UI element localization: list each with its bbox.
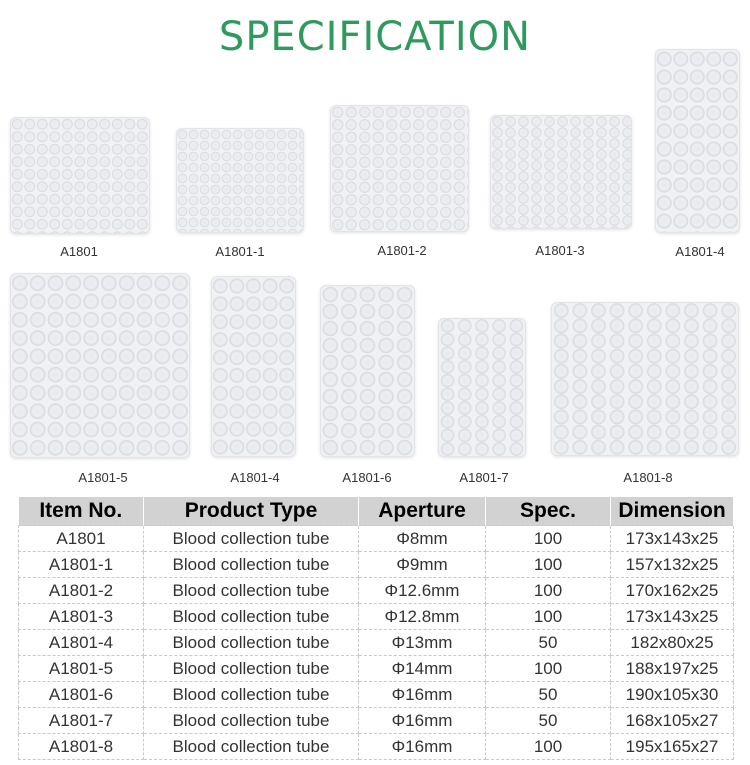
table-row [19, 630, 734, 656]
cell-dimension: 173x143x25 [611, 526, 734, 552]
cell-dimension: 190x105x30 [611, 682, 734, 708]
cell-spec: 50 [486, 708, 611, 734]
cell-product-type: Blood collection tube [144, 656, 359, 682]
specification-table [18, 497, 734, 760]
cell-spec: 100 [486, 578, 611, 604]
cell-dimension: 168x105x27 [611, 708, 734, 734]
product-label: A1801-8 [623, 470, 673, 485]
cell-item-no: A1801-5 [19, 656, 144, 682]
column-header-product-type: Product Type [144, 497, 359, 526]
cell-spec: 50 [486, 630, 611, 656]
cell-dimension: 170x162x25 [611, 578, 734, 604]
column-header-aperture: Aperture [359, 497, 486, 526]
column-header-spec: Spec. [486, 497, 611, 526]
cell-item-no: A1801-6 [19, 682, 144, 708]
cell-item-no: A1801-1 [19, 552, 144, 578]
table-row [19, 682, 734, 708]
product-image-tray [330, 105, 469, 232]
cell-product-type: Blood collection tube [144, 708, 359, 734]
product-image-tray [320, 285, 415, 457]
cell-spec: 100 [486, 604, 611, 630]
cell-item-no: A1801-7 [19, 708, 144, 734]
table-row [19, 578, 734, 604]
table-row [19, 552, 734, 578]
product-label: A1801-4 [230, 470, 280, 485]
cell-product-type: Blood collection tube [144, 526, 359, 552]
product-image-tray [551, 302, 739, 456]
table-row [19, 526, 734, 552]
column-header-dimension: Dimension [611, 497, 734, 526]
cell-spec: 100 [486, 656, 611, 682]
cell-aperture: Φ13mm [359, 630, 486, 656]
cell-item-no: A1801-4 [19, 630, 144, 656]
cell-dimension: 182x80x25 [611, 630, 734, 656]
cell-spec: 100 [486, 552, 611, 578]
cell-dimension: 173x143x25 [611, 604, 734, 630]
product-image-tray [211, 276, 296, 457]
cell-aperture: Φ12.6mm [359, 578, 486, 604]
product-label: A1801-2 [377, 243, 427, 258]
product-image-tray [490, 115, 632, 229]
column-header-item-no: Item No. [19, 497, 144, 526]
product-label: A1801-3 [535, 243, 585, 258]
table-row [19, 604, 734, 630]
cell-aperture: Φ16mm [359, 734, 486, 760]
cell-spec: 50 [486, 682, 611, 708]
cell-spec: 100 [486, 734, 611, 760]
cell-aperture: Φ14mm [359, 656, 486, 682]
product-image-tray [438, 318, 526, 457]
cell-aperture: Φ16mm [359, 708, 486, 734]
cell-product-type: Blood collection tube [144, 604, 359, 630]
table-header-row [19, 497, 734, 526]
product-label: A1801-5 [78, 470, 128, 485]
cell-aperture: Φ8mm [359, 526, 486, 552]
table-row [19, 656, 734, 682]
cell-dimension: 195x165x27 [611, 734, 734, 760]
product-image-tray [10, 117, 150, 234]
cell-item-no: A1801-2 [19, 578, 144, 604]
product-image-tray [655, 49, 740, 233]
product-label: A1801 [60, 244, 98, 259]
cell-spec: 100 [486, 526, 611, 552]
product-image-tray [10, 273, 190, 458]
product-label: A1801-4 [675, 244, 725, 259]
page-title: SPECIFICATION [218, 14, 532, 60]
cell-aperture: Φ12.8mm [359, 604, 486, 630]
cell-product-type: Blood collection tube [144, 578, 359, 604]
cell-dimension: 188x197x25 [611, 656, 734, 682]
cell-product-type: Blood collection tube [144, 630, 359, 656]
product-image-tray [176, 128, 304, 233]
cell-aperture: Φ16mm [359, 682, 486, 708]
cell-product-type: Blood collection tube [144, 734, 359, 760]
cell-item-no: A1801-8 [19, 734, 144, 760]
cell-dimension: 157x132x25 [611, 552, 734, 578]
product-label: A1801-1 [215, 244, 265, 259]
cell-product-type: Blood collection tube [144, 682, 359, 708]
cell-product-type: Blood collection tube [144, 552, 359, 578]
table-row [19, 708, 734, 734]
product-label: A1801-7 [459, 470, 509, 485]
cell-aperture: Φ9mm [359, 552, 486, 578]
cell-item-no: A1801 [19, 526, 144, 552]
product-label: A1801-6 [342, 470, 392, 485]
cell-item-no: A1801-3 [19, 604, 144, 630]
table-row [19, 734, 734, 760]
